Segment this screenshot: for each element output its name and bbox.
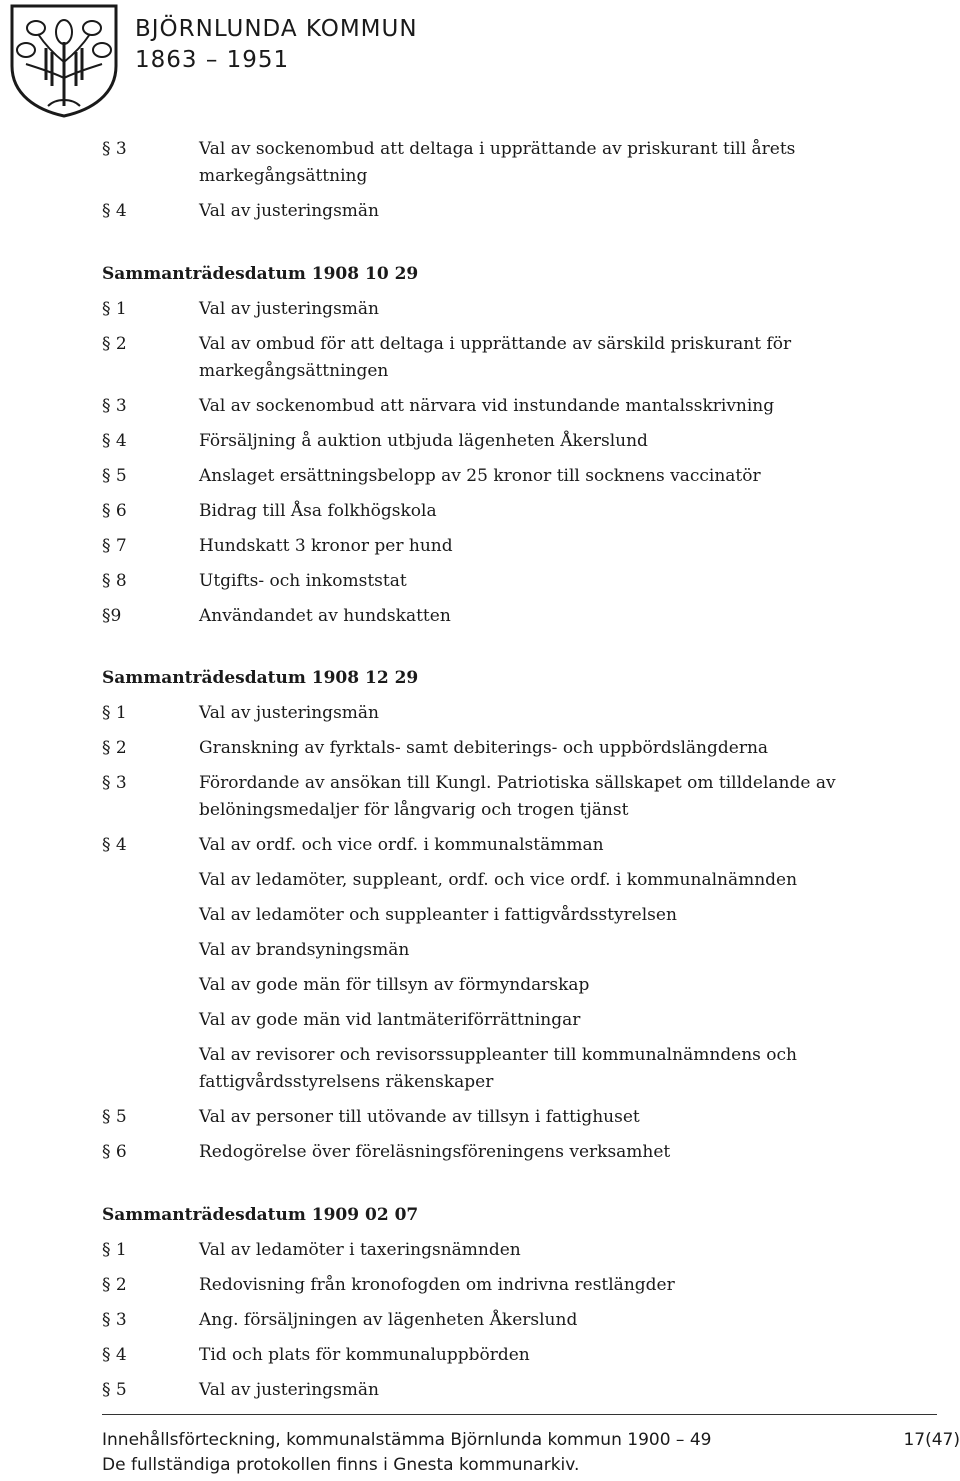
item-text: Granskning av fyrktals- samt debiterings- och uppbördslängderna <box>199 738 769 758</box>
section-number: § 3 <box>102 773 127 793</box>
item-text: Val av ordf. och vice ordf. i kommunalstämman <box>199 835 604 855</box>
item-text: Anslaget ersättningsbelopp av 25 kronor till socknens vaccinatör <box>199 466 761 486</box>
meeting-date-heading: Sammanträdesdatum 1908 10 29 <box>102 264 419 284</box>
item-text: Förordande av ansökan till Kungl. Patriotiska sällskapet om tilldelande av belöningsmedaljer för långvarig och trogen tjänst <box>199 773 836 820</box>
item-text: Val av ledamöter, suppleant, ordf. och vice ordf. i kommunalnämnden <box>199 870 798 890</box>
section-number: § 6 <box>102 1142 127 1162</box>
section-number: § 4 <box>102 835 127 855</box>
section-number: § 6 <box>102 501 127 521</box>
meeting-date-heading: Sammanträdesdatum 1908 12 29 <box>102 668 419 688</box>
item-text: Ang. försäljningen av lägenheten Åkerslund <box>199 1310 578 1330</box>
item-text: Tid och plats för kommunaluppbörden <box>199 1345 530 1365</box>
section-number: § 3 <box>102 139 127 159</box>
item-text: Val av ledamöter och suppleanter i fattigvårdsstyrelsen <box>199 905 677 925</box>
section-number: § 2 <box>102 738 127 758</box>
footer-title: Innehållsförteckning, kommunalstämma Björnlunda kommun 1900 – 49 <box>102 1430 712 1450</box>
item-text: Bidrag till Åsa folkhögskola <box>199 501 437 521</box>
section-number: § 5 <box>102 466 127 486</box>
section-number: § 4 <box>102 201 127 221</box>
section-number: §9 <box>102 606 122 626</box>
item-text: Hundskatt 3 kronor per hund <box>199 536 453 556</box>
item-text: Val av justeringsmän <box>199 299 379 319</box>
item-text: Val av sockenombud att deltaga i upprättande av priskurant till årets markegångsättning <box>199 139 796 186</box>
page-header <box>0 0 960 120</box>
section-number: § 3 <box>102 396 127 416</box>
municipality-years: 1863 – 1951 <box>135 47 290 73</box>
item-text: Val av ledamöter i taxeringsnämnden <box>199 1240 521 1260</box>
section-number: § 4 <box>102 431 127 451</box>
page-number: 17(47) <box>903 1430 960 1450</box>
item-text: Val av gode män för tillsyn av förmyndarskap <box>199 975 590 995</box>
section-number: § 2 <box>102 334 127 354</box>
section-number: § 5 <box>102 1380 127 1400</box>
footer-archive-note: De fullständiga protokollen finns i Gnesta kommunarkiv. <box>102 1455 580 1475</box>
item-text: Val av revisorer och revisorssuppleanter till kommunalnämndens och fattigvårdsstyrelsens räkenskaper <box>199 1045 797 1092</box>
item-text: Utgifts- och inkomststat <box>199 571 407 591</box>
section-number: § 1 <box>102 1240 127 1260</box>
meeting-date-heading: Sammanträdesdatum 1909 02 07 <box>102 1205 419 1225</box>
section-number: § 5 <box>102 1107 127 1127</box>
section-number: § 2 <box>102 1275 127 1295</box>
footer-divider <box>102 1414 937 1415</box>
item-text: Val av ombud för att deltaga i upprättande av särskild priskurant för markegångsättningen <box>199 334 792 381</box>
section-number: § 3 <box>102 1310 127 1330</box>
item-text: Val av sockenombud att närvara vid instundande mantalsskrivning <box>199 396 775 416</box>
item-text: Val av gode män vid lantmäteriförrättningar <box>199 1010 581 1030</box>
section-number: § 4 <box>102 1345 127 1365</box>
municipality-crest-icon <box>8 2 120 118</box>
item-text: Användandet av hundskatten <box>199 606 451 626</box>
section-number: § 1 <box>102 703 127 723</box>
item-text: Val av justeringsmän <box>199 201 379 221</box>
item-text: Redogörelse över föreläsningsföreningens verksamhet <box>199 1142 671 1162</box>
item-text: Val av personer till utövande av tillsyn i fattighuset <box>199 1107 640 1127</box>
section-number: § 1 <box>102 299 127 319</box>
section-number: § 8 <box>102 571 127 591</box>
item-text: Försäljning å auktion utbjuda lägenheten Åkerslund <box>199 431 648 451</box>
item-text: Redovisning från kronofogden om indrivna restlängder <box>199 1275 675 1295</box>
section-number: § 7 <box>102 536 127 556</box>
item-text: Val av justeringsmän <box>199 1380 379 1400</box>
item-text: Val av justeringsmän <box>199 703 379 723</box>
item-text: Val av brandsyningsmän <box>199 940 410 960</box>
municipality-name: BJÖRNLUNDA KOMMUN <box>135 16 418 42</box>
